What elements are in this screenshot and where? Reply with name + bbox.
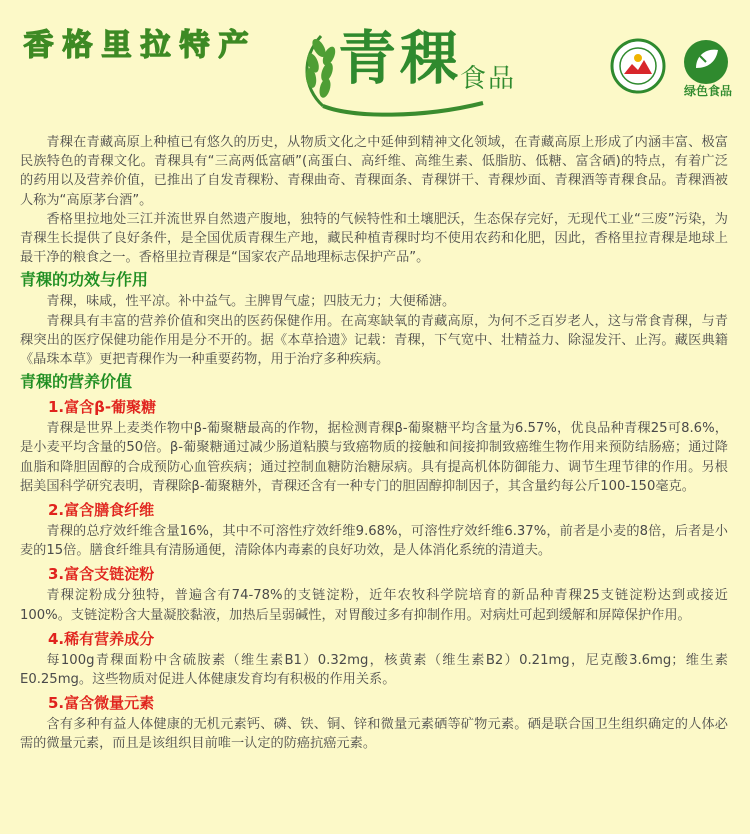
slogan-char: 香	[23, 28, 54, 63]
effects-paragraph: 青稞具有丰富的营养价值和突出的医药保健作用。在高寒缺氧的青藏高原，为何不乏百岁老人，这与常食青稞，与青稞突出的医疗保健功能作用是分不开的。据《本草拾遗》记载：青稞，下气宽中、壮精益力、除湿发汗、止泻。藏医典籍《晶珠本草》更把青稞作为一种重要药物，用于治疗多种疾病。	[20, 313, 728, 368]
slogan-char: 格	[62, 28, 93, 63]
nutrition-item-heading: 1.富含β-葡聚糖	[48, 398, 157, 417]
nutrition-item-text: 青稞淀粉成分独特，普遍含有74-78%的支链淀粉，近年农牧科学院培育的新品种青稞25支链淀粉达到或接近100%。支链淀粉含大量凝胶黏液，加热后呈弱碱性，对胃酸过多有抑制作用。对病灶可起到缓解和屏障保护作用。	[20, 588, 728, 623]
slogan-char: 产	[218, 28, 249, 63]
intro-paragraph: 香格里拉地处三江并流世界自然遗产腹地，独特的气候特性和土壤肥沃，生态保存完好，无现代工业“三废”污染，为青稞生长提供了良好条件，是全国优质青稞生产地，藏民种植青稞时均不使用农药和化肥，因此，香格里拉青稞是地球上最干净的粮食之一。香格里拉青稞是“国家农产品地理标志保护产品”。	[20, 211, 728, 266]
nutrition-item-heading: 3.富含支链淀粉	[48, 565, 155, 584]
nutrition-item-heading: 4.稀有营养成分	[48, 629, 155, 648]
section-title-effects: 青稞的功效与作用	[20, 270, 149, 290]
green-food-label: 绿色食品	[683, 84, 732, 98]
brand-name: 青稞	[338, 24, 463, 92]
slogan-char: 特	[179, 28, 210, 63]
section-title-nutrition: 青稞的营养价值	[20, 372, 133, 392]
nutrition-item-text: 青稞是世界上麦类作物中β-葡聚糖最高的作物，据检测青稞β-葡聚糖平均含量为6.57%，优良品种青稞25可8.6%，是小麦平均含量的50倍。β-葡聚糖通过减少肠道粘膜与致癌物质的接触和间接抑制致癌维生物作用来预防结肠癌；通过降血脂和降胆固醇的合成预防心血管疾病；通过控制血糖防治糖尿病。具有提高机体防御能力、调节生理节律的作用。另根据美国科学研究表明，青稞除β-葡聚糖外，青稞还含有一种专门的胆固醇抑制因子，其含量约每公斤100-150毫克。	[20, 421, 728, 494]
nutrition-item-heading: 5.富含微量元素	[48, 694, 155, 713]
nutrition-item-text: 青稞的总疗效纤维含量16%，其中不可溶性疗效纤维9.68%，可溶性疗效纤维6.37%，前者是小麦的8倍，后者是小麦的15倍。膳食纤维具有清肠通便，清除体内毒素的良好功效，是人体消化系统的清道夫。	[20, 524, 728, 559]
slogan	[20, 26, 252, 66]
slogan-char: 拉	[140, 28, 171, 63]
nutrition-item-heading: 2.富含膳食纤维	[48, 501, 155, 520]
certification-seal-icon	[610, 38, 666, 94]
green-food-icon	[676, 38, 736, 86]
article-body	[20, 133, 728, 754]
nutrition-item-text: 含有多种有益人体健康的无机元素钙、磷、铁、铜、锌和微量元素硒等矿物元素。硒是联合国卫生组织确定的人体必需的微量元素，而且是该组织目前唯一认定的防癌抗癌元素。	[20, 717, 728, 752]
brand-sub: 食品	[460, 64, 517, 94]
slogan-char: 里	[101, 28, 132, 63]
effects-paragraph: 青稞，味咸，性平凉。补中益气。主脾胃气虚；四肢无力；大便稀溏。	[46, 294, 456, 310]
nutrition-item-text: 每100g青稞面粉中含硫胺素（维生素B1）0.32mg，核黄素（维生素B2）0.21mg，尼克酸3.6mg；维生素E0.25mg。这些物质对促进人体健康发育均有积极的作用关系。	[20, 652, 728, 688]
intro-paragraph: 青稞在青藏高原上种植已有悠久的历史，从物质文化之中延伸到精神文化领域，在青藏高原上形成了内涵丰富、极富民族特色的青稞文化。青稞具有“三高两低富硒”(高蛋白、高纤维、高维生素、低脂肪、低糖、富含硒)的特点，有着广泛的药用以及营养价值，已推出了自发青稞粉、青稞曲奇、青稞面条、青稞饼干、青稞炒面、青稞酒等青稞食品。青稞酒被人称为“高原茅台酒”。	[20, 135, 728, 208]
